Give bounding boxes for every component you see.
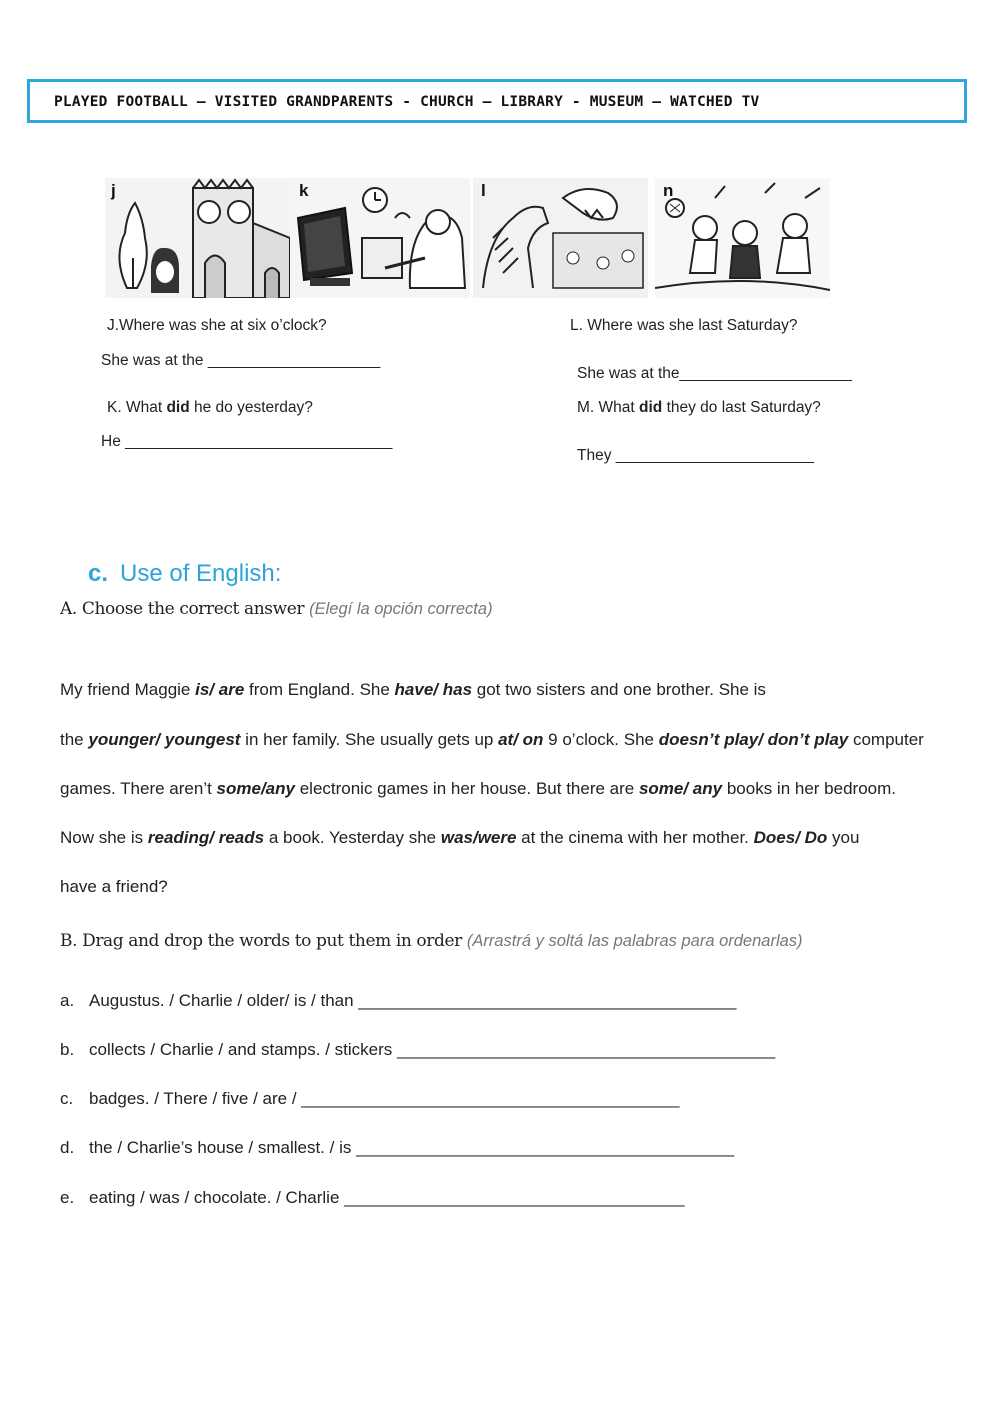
answer-j[interactable]: She was at the ____________________ [101, 352, 381, 369]
order-item-b: b. collects / Charlie / and stamps. / stickers ________________________________________ [60, 1040, 776, 1059]
question-k: K. What did he do yesterday? [107, 399, 313, 416]
football-players-illustration [655, 178, 830, 298]
paragraph-line-2: the younger/ youngest in her family. She usually gets up at/ on 9 o’clock. She doesn’t play/ don’t play computer [60, 730, 924, 749]
choice-have-has[interactable]: have/ has [394, 680, 473, 699]
choice-is-are[interactable]: is/ are [195, 680, 245, 699]
picture-letter-j: j [111, 181, 116, 200]
choice-younger-youngest[interactable]: younger/ youngest [88, 730, 241, 749]
paragraph-line-5: have a friend? [60, 877, 168, 896]
order-item-e: e. eating / was / chocolate. / Charlie ____________________________________ [60, 1188, 685, 1207]
order-item-text[interactable]: the / Charlie’s house / smallest. / is ________________________________________ [89, 1138, 735, 1157]
man-watching-tv-illustration [290, 178, 470, 298]
order-item-text[interactable]: eating / was / chocolate. / Charlie ____________________________________ [89, 1188, 685, 1207]
choice-some-any-2[interactable]: some/ any [638, 779, 723, 798]
task-a-title: A. Choose the correct answer (Elegí la opción correcta) [60, 599, 493, 619]
choice-at-on[interactable]: at/ on [498, 730, 544, 749]
order-item-text[interactable]: collects / Charlie / and stamps. / stickers ________________________________________ [89, 1040, 776, 1059]
order-item-text[interactable]: Augustus. / Charlie / older/ is / than ________________________________________ [89, 991, 737, 1010]
choice-was-were[interactable]: was/were [440, 828, 517, 847]
choice-some-any-1[interactable]: some/any [216, 779, 295, 798]
picture-letter-n: n [663, 181, 674, 200]
museum-dinosaur-illustration [473, 178, 648, 298]
question-l: L. Where was she last Saturday? [570, 317, 798, 334]
word-bank-box [27, 79, 967, 123]
choice-doesnt-dont-play[interactable]: doesn’t play/ don’t play [658, 730, 849, 749]
picture-letter-k: k [299, 181, 309, 200]
paragraph-line-4: Now she is reading/ reads a book. Yesterday she was/were at the cinema with her mother. Does/ Do you [60, 828, 860, 847]
section-heading: c. Use of English: [88, 560, 282, 587]
task-b-title: B. Drag and drop the words to put them in order (Arrastrá y soltá las palabras para ordenarlas) [60, 931, 803, 951]
choice-does-do[interactable]: Does/ Do [753, 828, 828, 847]
order-item-c: c. badges. / There / five / are / ________________________________________ [60, 1089, 680, 1108]
question-m: M. What did they do last Saturday? [577, 399, 821, 416]
answer-k[interactable]: He _______________________________ [101, 433, 393, 450]
church-girl-illustration [105, 178, 295, 298]
picture-letter-l: l [481, 181, 486, 200]
order-item-text[interactable]: badges. / There / five / are / ________________________________________ [89, 1089, 680, 1108]
word-bank-text: PLAYED FOOTBALL – VISITED GRANDPARENTS - CHURCH – LIBRARY - MUSEUM – WATCHED TV [54, 94, 760, 110]
choice-reading-reads[interactable]: reading/ reads [147, 828, 265, 847]
answer-l[interactable]: She was at the____________________ [577, 365, 852, 382]
order-item-d: d. the / Charlie’s house / smallest. / is ________________________________________ [60, 1138, 735, 1157]
answer-m[interactable]: They _______________________ [577, 447, 815, 464]
paragraph-line-1: My friend Maggie is/ are from England. She have/ has got two sisters and one brother. She is [60, 680, 766, 699]
order-item-a: a. Augustus. / Charlie / older/ is / than ________________________________________ [60, 991, 737, 1010]
paragraph-line-3: games. There aren’t some/any electronic games in her house. But there are some/ any books in her bedroom. [60, 779, 896, 798]
question-j: J.Where was she at six o’clock? [107, 317, 327, 334]
